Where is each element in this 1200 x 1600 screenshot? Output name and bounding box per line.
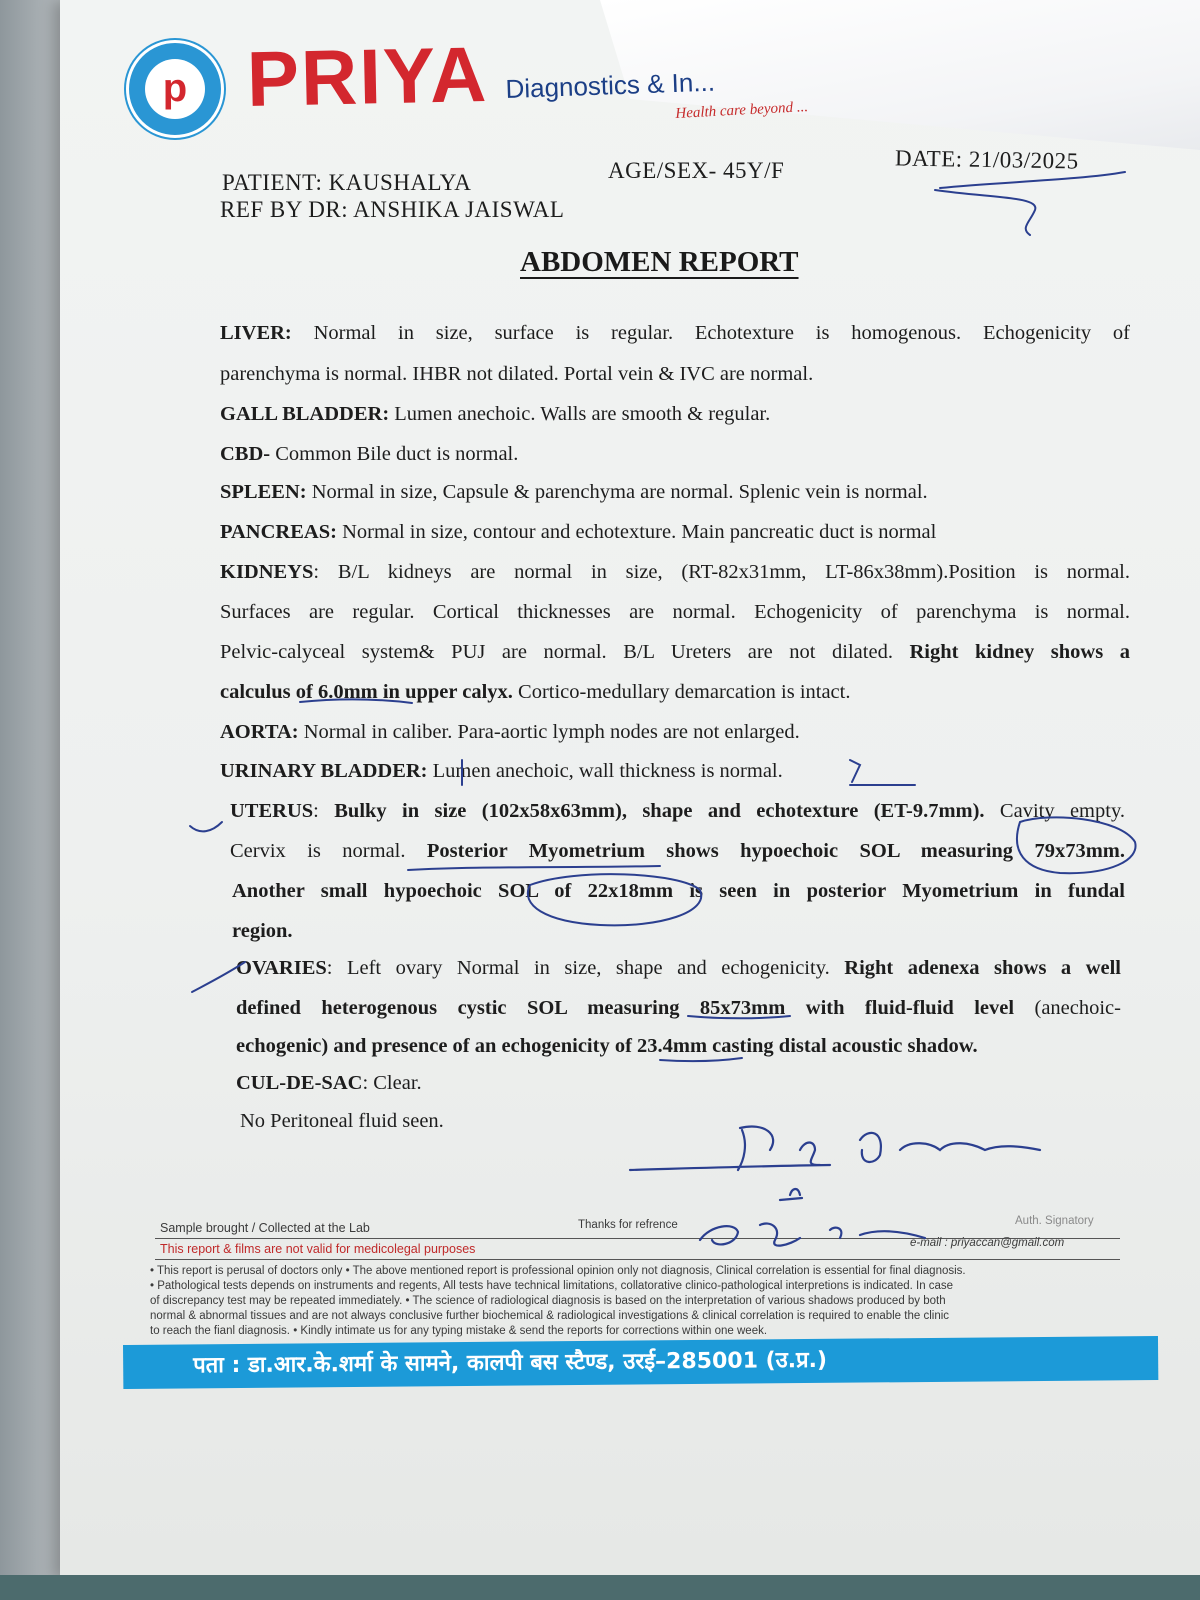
finding-line: echogenic) and presence of an echogenicity of 23.4mm casting distal acoustic shadow. — [236, 1035, 978, 1057]
disclaimer-line: normal & abnormal tissues and are not always conclusive further biochemical & radiological investigations & clinical correlation is required to enable the clinic — [150, 1310, 950, 1322]
footer-divider — [155, 1259, 1120, 1260]
finding-line: GALL BLADDER: Lumen anechoic. Walls are smooth & regular. — [220, 403, 771, 425]
finding-line: Pelvic-calyceal system& PUJ are normal. B/L Ureters are not dilated. Right kidney shows a — [220, 641, 1130, 663]
thanks-note: Thanks for refrence — [578, 1219, 678, 1231]
brand-subtitle: Diagnostics & In... — [505, 66, 716, 104]
background-bottom — [0, 1575, 1200, 1600]
finding-line: No Peritoneal fluid seen. — [240, 1110, 444, 1132]
sample-note: Sample brought / Collected at the Lab — [160, 1221, 370, 1235]
patient-name: PATIENT: KAUSHALYA — [222, 170, 472, 195]
finding-line: Another small hypoechoic SOL of 22x18mm is seen in posterior Myometrium in fundal — [232, 880, 1125, 902]
lab-email: e-mail : priyaccan@gmail.com — [910, 1237, 1065, 1249]
report-date: DATE: 21/03/2025 — [894, 145, 1079, 174]
finding-line: SPLEEN: Normal in size, Capsule & parenchyma are normal. Splenic vein is normal. — [220, 481, 928, 503]
finding-line: PANCREAS: Normal in size, contour and echotexture. Main pancreatic duct is normal — [220, 521, 937, 543]
signatory-label: Auth. Signatory — [1015, 1215, 1094, 1227]
finding-line: parenchyma is normal. IHBR not dilated. Portal vein & IVC are normal. — [220, 363, 814, 385]
finding-line: Cervix is normal. Posterior Myometrium shows hypoechoic SOL measuring 79x73mm. — [230, 840, 1125, 862]
finding-line: CUL-DE-SAC: Clear. — [236, 1072, 422, 1094]
finding-line: Surfaces are regular. Cortical thicknesses are normal. Echogenicity of parenchyma is normal. — [220, 601, 1130, 623]
brand-name: PRIYA — [246, 29, 490, 123]
medicolegal-note: This report & films are not valid for medicolegal purposes — [160, 1242, 476, 1256]
brand-tagline: Health care beyond ... — [675, 99, 809, 122]
finding-line: defined heterogenous cystic SOL measuring 85x73mm with fluid-fluid level (anechoic- — [236, 997, 1121, 1019]
disclaimer-line: to reach the fianl diagnosis. • Kindly intimate us for any typing mistake & send the reports for corrections within one week. — [150, 1325, 768, 1337]
finding-line: UTERUS: Bulky in size (102x58x63mm), shape and echotexture (ET-9.7mm). Cavity empty. — [230, 800, 1125, 822]
referred-by: REF BY DR: ANSHIKA JAISWAL — [220, 197, 565, 222]
finding-line: KIDNEYS: B/L kidneys are normal in size, (RT-82x31mm, LT-86x38mm).Position is normal. — [220, 561, 1130, 583]
finding-line: AORTA: Normal in caliber. Para-aortic lymph nodes are not enlarged. — [220, 721, 800, 743]
finding-line: OVARIES: Left ovary Normal in size, shape and echogenicity. Right adenexa shows a well — [236, 957, 1121, 979]
disclaimer-line: of discrepancy test may be repeated immediately. • The science of radiological diagnosis is based on the interpretation of various shadows produced by both — [150, 1295, 946, 1307]
disclaimer-line: • This report is perusal of doctors only • The above mentioned report is professional opinion only not diagnosis, Clinical correlation is essential for final diagnosis. — [150, 1265, 966, 1277]
report-title: ABDOMEN REPORT — [520, 246, 799, 278]
disclaimer-line: • Pathological tests depends on instruments and regents, All tests have technical limitations, collatorative clinico-pathological interpretions is indicated. In case — [150, 1280, 954, 1292]
address-bar: पता : डा.आर.के.शर्मा के सामने, कालपी बस स्टैण्ड, उरई–285001 (उ.प्र.) — [123, 1336, 1158, 1389]
finding-line: region. — [232, 920, 293, 942]
finding-line: LIVER: Normal in size, surface is regular. Echotexture is homogenous. Echogenicity of — [220, 322, 1130, 344]
finding-line: calculus of 6.0mm in upper calyx. Cortico-medullary demarcation is intact. — [220, 681, 851, 703]
lab-logo — [126, 40, 224, 138]
finding-line: URINARY BLADDER: Lumen anechoic, wall thickness is normal. — [220, 760, 783, 782]
logo-letter: p — [145, 59, 205, 119]
finding-line: CBD- Common Bile duct is normal. — [220, 443, 519, 465]
patient-age-sex: AGE/SEX- 45Y/F — [608, 158, 785, 183]
